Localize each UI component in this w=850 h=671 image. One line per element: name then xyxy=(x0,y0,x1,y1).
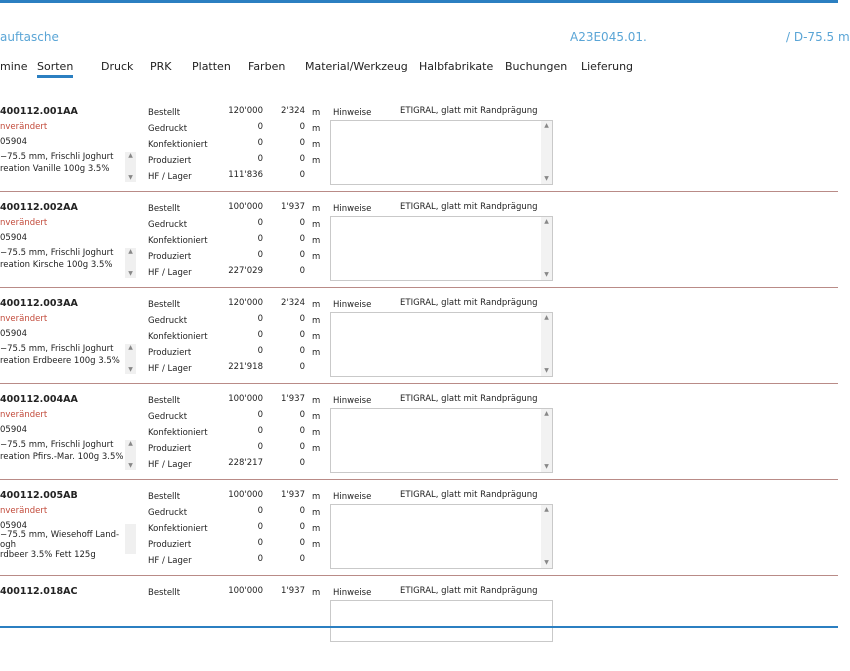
label-produziert: Produziert xyxy=(148,444,192,454)
label-konfektioniert: Konfektioniert xyxy=(148,236,208,246)
sorte-description-line: −75.5 mm, Frischli Joghurt xyxy=(0,344,114,354)
label-hinweise: Hinweise xyxy=(333,300,372,310)
sorte-description-line: reation Pfirs.-Mar. 100g 3.5% xyxy=(0,452,124,462)
bestellt-meter: 2'324 xyxy=(281,298,305,308)
sorte-number: 05904 xyxy=(0,233,28,243)
sorte-code[interactable]: 400112.018AC xyxy=(0,586,78,597)
unit-m: m xyxy=(312,124,321,134)
scroll-up-icon[interactable]: ▲ xyxy=(544,218,549,225)
scroll-down-icon[interactable]: ▼ xyxy=(128,462,133,469)
sorte-spec: ETIGRAL, glatt mit Randprägung xyxy=(400,298,538,308)
gedruckt-qty: 0 xyxy=(257,410,263,420)
tab-bar xyxy=(0,60,838,82)
label-hf-lager: HF / Lager xyxy=(148,556,192,566)
sorte-description-line: −75.5 mm, Frischli Joghurt xyxy=(0,440,114,450)
tab-buchungen[interactable]: Buchungen xyxy=(505,60,568,73)
hinweise-textarea[interactable] xyxy=(330,120,553,185)
sorte-spec: ETIGRAL, glatt mit Randprägung xyxy=(400,490,538,500)
textarea-scrollbar[interactable] xyxy=(541,217,552,280)
produziert-qty: 0 xyxy=(257,250,263,260)
produziert-qty: 0 xyxy=(257,346,263,356)
label-konfektioniert: Konfektioniert xyxy=(148,332,208,342)
hf-lager-qty: 0 xyxy=(257,554,263,564)
label-bestellt: Bestellt xyxy=(148,588,181,598)
unit-m: m xyxy=(312,492,321,502)
label-produziert: Produziert xyxy=(148,348,192,358)
header-order-number: A23E045.01. xyxy=(570,30,647,44)
sorte-description-line: ogh xyxy=(0,540,16,550)
sorte-number: 05904 xyxy=(0,425,28,435)
unit-m: m xyxy=(312,540,321,550)
sorte-code[interactable]: 400112.004AA xyxy=(0,394,78,405)
unit-m: m xyxy=(312,316,321,326)
konfektioniert-qty: 0 xyxy=(257,138,263,148)
top-accent-bar xyxy=(0,0,838,3)
label-gedruckt: Gedruckt xyxy=(148,412,188,422)
tab-material-werkzeug[interactable]: Material/Werkzeug xyxy=(305,60,408,73)
label-gedruckt: Gedruckt xyxy=(148,220,188,230)
sorte-row xyxy=(0,288,838,384)
unit-m: m xyxy=(312,508,321,518)
label-produziert: Produziert xyxy=(148,252,192,262)
sorte-code[interactable]: 400112.003AA xyxy=(0,298,78,309)
hinweise-textarea[interactable] xyxy=(330,600,553,642)
scroll-up-icon[interactable]: ▲ xyxy=(128,152,133,159)
hf-lager-meter: 0 xyxy=(299,458,305,468)
label-hf-lager: HF / Lager xyxy=(148,268,192,278)
label-produziert: Produziert xyxy=(148,540,192,550)
scroll-up-icon[interactable]: ▲ xyxy=(544,506,549,513)
hf-lager-meter: 0 xyxy=(299,554,305,564)
label-hinweise: Hinweise xyxy=(333,588,372,598)
sorte-row xyxy=(0,384,838,480)
label-konfektioniert: Konfektioniert xyxy=(148,428,208,438)
scroll-down-icon[interactable]: ▼ xyxy=(544,175,549,182)
label-produziert: Produziert xyxy=(148,156,192,166)
label-hinweise: Hinweise xyxy=(333,492,372,502)
textarea-scrollbar[interactable] xyxy=(541,505,552,568)
sorte-description-line: −75.5 mm, Frischli Joghurt xyxy=(0,152,114,162)
hf-lager-meter: 0 xyxy=(299,266,305,276)
textarea-scrollbar[interactable] xyxy=(541,409,552,472)
tab-druck[interactable]: Druck xyxy=(101,60,134,73)
hf-lager-qty: 111'836 xyxy=(228,170,263,180)
gedruckt-meter: 0 xyxy=(299,410,305,420)
scroll-down-icon[interactable]: ▼ xyxy=(544,463,549,470)
hf-lager-qty: 228'217 xyxy=(228,458,263,468)
produziert-qty: 0 xyxy=(257,442,263,452)
label-hf-lager: HF / Lager xyxy=(148,172,192,182)
tab-halbfabrikate[interactable]: Halbfabrikate xyxy=(419,60,494,73)
textarea-scrollbar[interactable] xyxy=(541,121,552,184)
sorte-spec: ETIGRAL, glatt mit Randprägung xyxy=(400,586,538,596)
label-hinweise: Hinweise xyxy=(333,108,372,118)
sorte-description-line: rdbeer 3.5% Fett 125g xyxy=(0,550,96,560)
hinweise-textarea[interactable] xyxy=(330,504,553,569)
sorte-number: 05904 xyxy=(0,521,28,531)
sorte-spec: ETIGRAL, glatt mit Randprägung xyxy=(400,202,538,212)
gedruckt-qty: 0 xyxy=(257,314,263,324)
produziert-meter: 0 xyxy=(299,442,305,452)
sorte-description-line: −75.5 mm, Wiesehoff Land- xyxy=(0,530,120,540)
sorte-row xyxy=(0,576,838,671)
hinweise-textarea[interactable] xyxy=(330,216,553,281)
konfektioniert-qty: 0 xyxy=(257,234,263,244)
scroll-up-icon[interactable]: ▲ xyxy=(128,248,133,255)
gedruckt-qty: 0 xyxy=(257,506,263,516)
description-scrollbar[interactable] xyxy=(125,440,136,470)
konfektioniert-meter: 0 xyxy=(299,138,305,148)
sorte-description-line: reation Erdbeere 100g 3.5% xyxy=(0,356,120,366)
unit-m: m xyxy=(312,444,321,454)
sorte-status: nverändert xyxy=(0,314,48,324)
sorte-row xyxy=(0,192,838,288)
sorte-spec: ETIGRAL, glatt mit Randprägung xyxy=(400,106,538,116)
gedruckt-qty: 0 xyxy=(257,218,263,228)
unit-m: m xyxy=(312,412,321,422)
bestellt-qty: 100'000 xyxy=(228,490,263,500)
description-scrollbar[interactable] xyxy=(125,524,136,554)
scroll-down-icon[interactable]: ▼ xyxy=(544,559,549,566)
label-bestellt: Bestellt xyxy=(148,300,181,310)
produziert-qty: 0 xyxy=(257,538,263,548)
sorte-code[interactable]: 400112.005AB xyxy=(0,490,78,501)
textarea-scrollbar[interactable] xyxy=(541,313,552,376)
unit-m: m xyxy=(312,588,321,598)
konfektioniert-qty: 0 xyxy=(257,426,263,436)
scroll-up-icon[interactable]: ▲ xyxy=(544,122,549,129)
label-bestellt: Bestellt xyxy=(148,492,181,502)
scroll-up-icon[interactable]: ▲ xyxy=(544,314,549,321)
description-scrollbar[interactable] xyxy=(125,248,136,278)
label-hinweise: Hinweise xyxy=(333,204,372,214)
unit-m: m xyxy=(312,156,321,166)
sorte-description-line: reation Kirsche 100g 3.5% xyxy=(0,260,113,270)
bestellt-qty: 120'000 xyxy=(228,298,263,308)
unit-m: m xyxy=(312,332,321,342)
bestellt-meter: 1'937 xyxy=(281,394,305,404)
tab-platten[interactable]: Platten xyxy=(192,60,231,73)
sorte-row xyxy=(0,480,838,576)
sorte-code[interactable]: 400112.001AA xyxy=(0,106,78,117)
tab-sorten[interactable]: Sorten xyxy=(37,60,73,78)
scroll-up-icon[interactable]: ▲ xyxy=(128,440,133,447)
bestellt-meter: 1'937 xyxy=(281,202,305,212)
unit-m: m xyxy=(312,108,321,118)
sorte-status: nverändert xyxy=(0,506,48,516)
hf-lager-qty: 221'918 xyxy=(228,362,263,372)
bestellt-qty: 100'000 xyxy=(228,394,263,404)
label-bestellt: Bestellt xyxy=(148,396,181,406)
produziert-meter: 0 xyxy=(299,538,305,548)
label-konfektioniert: Konfektioniert xyxy=(148,140,208,150)
unit-m: m xyxy=(312,252,321,262)
unit-m: m xyxy=(312,140,321,150)
scroll-down-icon[interactable]: ▼ xyxy=(128,270,133,277)
sorte-spec: ETIGRAL, glatt mit Randprägung xyxy=(400,394,538,404)
bestellt-meter: 1'937 xyxy=(281,586,305,596)
header-title: auftasche xyxy=(0,30,59,44)
bestellt-qty: 100'000 xyxy=(228,202,263,212)
gedruckt-meter: 0 xyxy=(299,218,305,228)
konfektioniert-qty: 0 xyxy=(257,330,263,340)
unit-m: m xyxy=(312,428,321,438)
label-hinweise: Hinweise xyxy=(333,396,372,406)
konfektioniert-meter: 0 xyxy=(299,330,305,340)
tab-lieferung[interactable]: Lieferung xyxy=(581,60,634,73)
unit-m: m xyxy=(312,300,321,310)
produziert-qty: 0 xyxy=(257,154,263,164)
sorte-description-line: reation Vanille 100g 3.5% xyxy=(0,164,110,174)
produziert-meter: 0 xyxy=(299,250,305,260)
scroll-up-icon[interactable]: ▲ xyxy=(128,344,133,351)
bottom-accent-bar xyxy=(0,626,838,628)
label-bestellt: Bestellt xyxy=(148,108,181,118)
hf-lager-meter: 0 xyxy=(299,170,305,180)
hinweise-textarea[interactable] xyxy=(330,408,553,473)
scroll-down-icon[interactable]: ▼ xyxy=(128,366,133,373)
unit-m: m xyxy=(312,204,321,214)
unit-m: m xyxy=(312,236,321,246)
konfektioniert-qty: 0 xyxy=(257,522,263,532)
description-scrollbar[interactable] xyxy=(125,344,136,374)
bestellt-meter: 2'324 xyxy=(281,106,305,116)
unit-m: m xyxy=(312,220,321,230)
hf-lager-meter: 0 xyxy=(299,362,305,372)
unit-m: m xyxy=(312,396,321,406)
sorte-row xyxy=(0,96,838,192)
gedruckt-qty: 0 xyxy=(257,122,263,132)
sorte-status: nverändert xyxy=(0,122,48,132)
produziert-meter: 0 xyxy=(299,154,305,164)
konfektioniert-meter: 0 xyxy=(299,522,305,532)
description-scrollbar[interactable] xyxy=(125,152,136,182)
tab-prk[interactable]: PRK xyxy=(150,60,172,73)
bestellt-qty: 120'000 xyxy=(228,106,263,116)
label-hf-lager: HF / Lager xyxy=(148,364,192,374)
label-hf-lager: HF / Lager xyxy=(148,460,192,470)
sorte-code[interactable]: 400112.002AA xyxy=(0,202,78,213)
sorten-list xyxy=(0,96,838,600)
unit-m: m xyxy=(312,524,321,534)
header-dimension: / D-75.5 m xyxy=(786,30,850,44)
sorte-number: 05904 xyxy=(0,137,28,147)
sorte-status: nverändert xyxy=(0,410,48,420)
tab-termine[interactable]: mine xyxy=(0,60,28,73)
bestellt-qty: 100'000 xyxy=(228,586,263,596)
konfektioniert-meter: 0 xyxy=(299,426,305,436)
sorte-description-line: −75.5 mm, Frischli Joghurt xyxy=(0,248,114,258)
unit-m: m xyxy=(312,348,321,358)
label-bestellt: Bestellt xyxy=(148,204,181,214)
scroll-down-icon[interactable]: ▼ xyxy=(544,367,549,374)
hinweise-textarea[interactable] xyxy=(330,312,553,377)
konfektioniert-meter: 0 xyxy=(299,234,305,244)
scroll-up-icon[interactable]: ▲ xyxy=(544,410,549,417)
label-gedruckt: Gedruckt xyxy=(148,508,188,518)
scroll-down-icon[interactable]: ▼ xyxy=(128,174,133,181)
gedruckt-meter: 0 xyxy=(299,314,305,324)
bestellt-meter: 1'937 xyxy=(281,490,305,500)
sorte-status: nverändert xyxy=(0,218,48,228)
hf-lager-qty: 227'029 xyxy=(228,266,263,276)
gedruckt-meter: 0 xyxy=(299,506,305,516)
label-gedruckt: Gedruckt xyxy=(148,124,188,134)
label-gedruckt: Gedruckt xyxy=(148,316,188,326)
tab-farben[interactable]: Farben xyxy=(248,60,286,73)
gedruckt-meter: 0 xyxy=(299,122,305,132)
produziert-meter: 0 xyxy=(299,346,305,356)
sorte-number: 05904 xyxy=(0,329,28,339)
label-konfektioniert: Konfektioniert xyxy=(148,524,208,534)
scroll-down-icon[interactable]: ▼ xyxy=(544,271,549,278)
